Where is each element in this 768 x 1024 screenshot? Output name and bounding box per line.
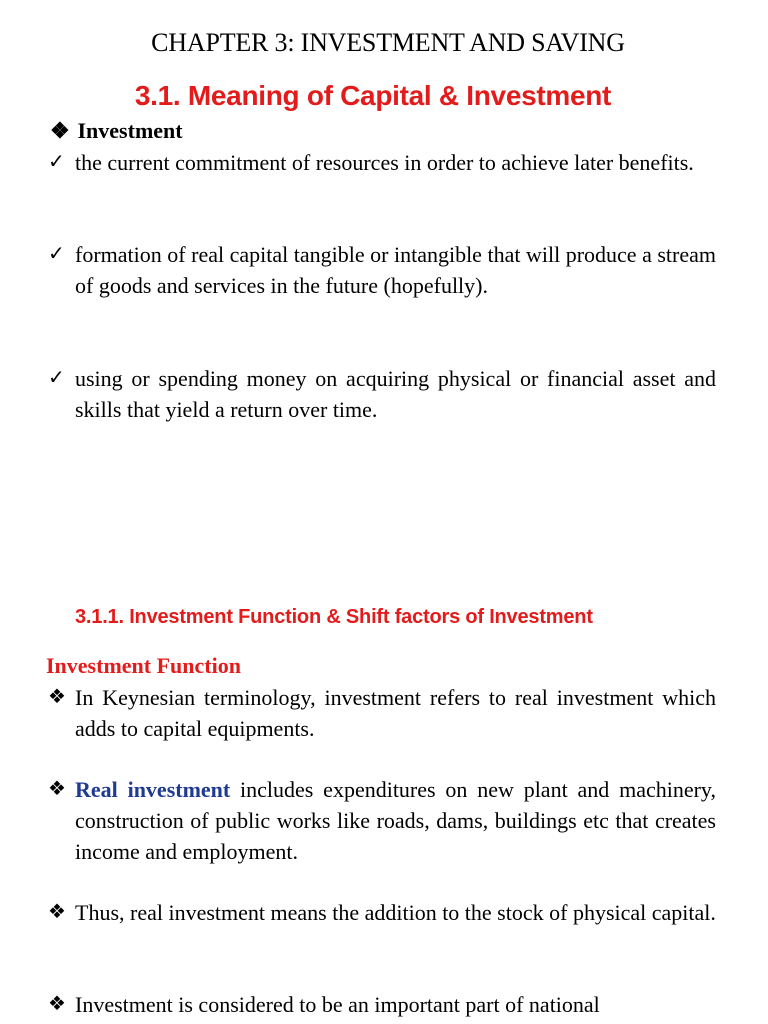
checkmark-icon: ✓ — [48, 243, 65, 265]
point-item — [48, 774, 716, 867]
diamond-bullet-icon: ❖ — [48, 901, 66, 923]
point-text: Thus, real investment means the addition to the stock of physical capital. — [75, 900, 716, 925]
diamond-bullet-icon: ❖ — [48, 686, 66, 708]
point-item — [48, 897, 716, 928]
point-text — [75, 774, 716, 867]
diamond-bullet-icon: ❖ — [48, 993, 66, 1015]
diamond-bullet-icon: ❖ — [50, 118, 70, 143]
investment-heading — [50, 118, 183, 144]
point-item — [48, 682, 716, 744]
subsection-title: 3.1.1. Investment Function & Shift factors of Investment — [75, 606, 593, 628]
section-title: 3.1. Meaning of Capital & Investment — [134, 80, 612, 111]
point-text: Investment is considered to be an important part of national — [75, 992, 600, 1017]
checkmark-icon: ✓ — [48, 151, 65, 173]
point-text: In Keynesian terminology, investment refers to real investment which adds to capital equipments. — [75, 685, 716, 741]
checkmark-icon: ✓ — [48, 367, 65, 389]
definition-text: using or spending money on acquiring physical or financial asset and skills that yield a return over time. — [75, 366, 716, 422]
investment-heading-label: Investment — [77, 118, 183, 143]
diamond-bullet-icon: ❖ — [48, 778, 66, 800]
definition-text: the current commitment of resources in order to achieve later benefits. — [75, 150, 694, 175]
definition-item — [48, 363, 716, 425]
real-investment-emphasis: Real investment — [75, 777, 231, 802]
point-item — [48, 989, 716, 1020]
investment-function-label: Investment Function — [46, 653, 241, 678]
point-text-rest: includes expenditures on new plant and machinery, construction of public works like roads, dams, buildings etc that creates income and employment. — [75, 777, 716, 864]
definition-item — [48, 147, 716, 178]
definition-item — [48, 239, 716, 301]
definition-text: formation of real capital tangible or intangible that will produce a stream of goods and services in the future (hopefully). — [75, 242, 716, 298]
chapter-title: CHAPTER 3: INVESTMENT AND SAVING — [151, 28, 625, 57]
